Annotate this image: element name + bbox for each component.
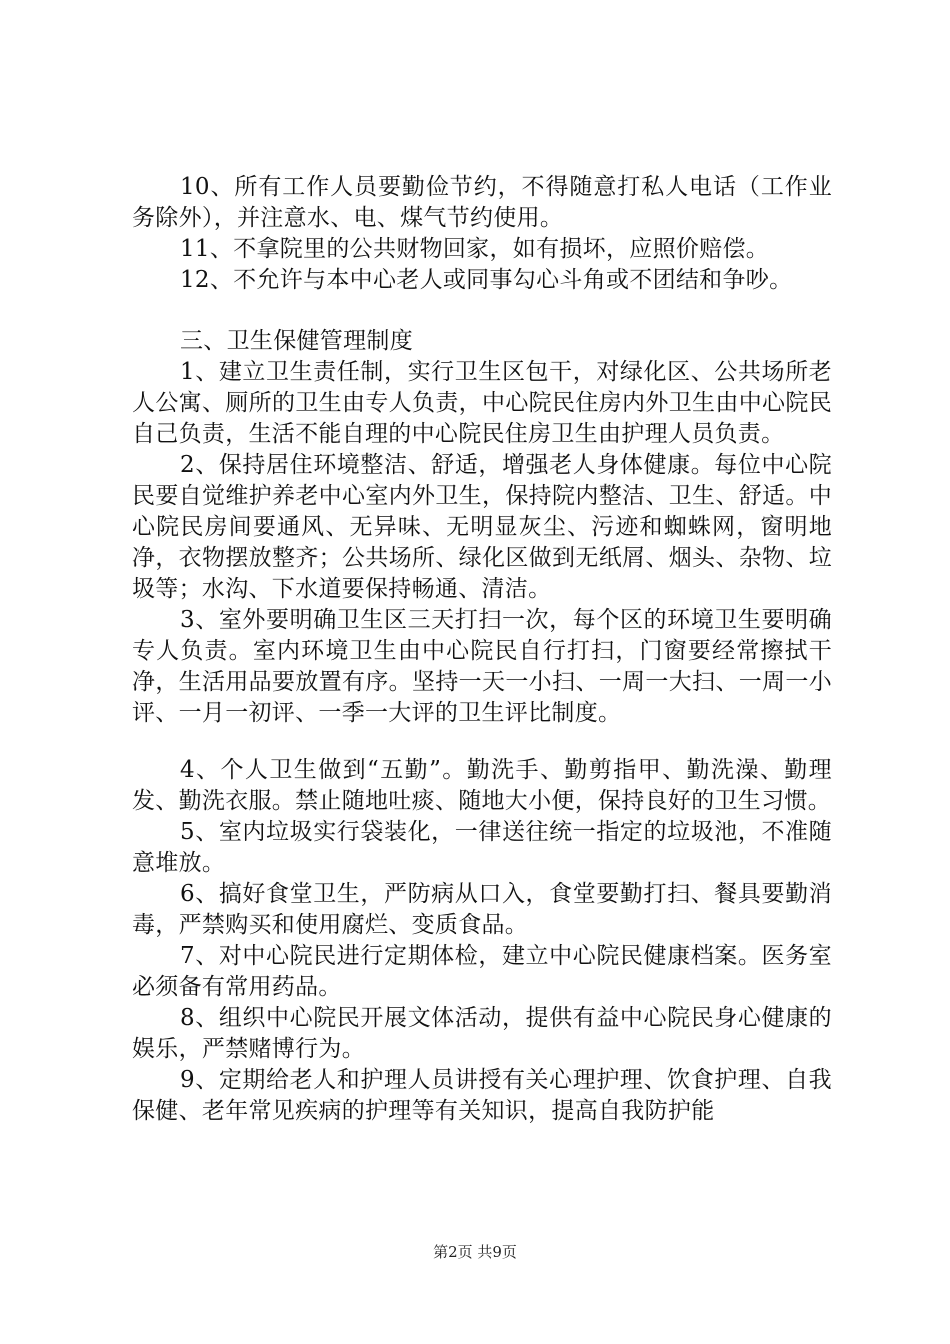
document-body xyxy=(132,172,832,1127)
paragraph: 11、不拿院里的公共财物回家，如有损坏，应照价赔偿。 xyxy=(180,236,770,262)
spacer xyxy=(132,729,832,755)
paragraph: 6、搞好食堂卫生，严防病从口入，食堂要勤打扫、餐具要勤消毒，严禁购买和使用腐烂、变质食品。 xyxy=(132,881,832,938)
paragraph: 10、所有工作人员要勤俭节约，不得随意打私人电话（工作业务除外），并注意水、电、煤气节约使用。 xyxy=(132,174,832,231)
paragraph: 7、对中心院民进行定期体检，建立中心院民健康档案。医务室必须备有常用药品。 xyxy=(132,943,832,1000)
paragraph: 1、建立卫生责任制，实行卫生区包干，对绿化区、公共场所老人公寓、厕所的卫生由专人负责，中心院民住房内外卫生由中心院民自己负责，生活不能自理的中心院民住房卫生由护理人员负责。 xyxy=(132,359,832,447)
paragraph: 8、组织中心院民开展文体活动，提供有益中心院民身心健康的娱乐，严禁赌博行为。 xyxy=(132,1005,832,1062)
paragraph: 12、不允许与本中心老人或同事勾心斗角或不团结和争吵。 xyxy=(180,267,793,293)
paragraph: 3、室外要明确卫生区三天打扫一次，每个区的环境卫生要明确专人负责。室内环境卫生由中心院民自行打扫，门窗要经常擦拭干净，生活用品要放置有序。坚持一天一小扫、一周一大扫、一周一小评、一月一初评、一季一大评的卫生评比制度。 xyxy=(132,607,832,726)
paragraph: 4、个人卫生做到“五勤”。勤洗手、勤剪指甲、勤洗澡、勤理发、勤洗衣服。禁止随地吐痰、随地大小便，保持良好的卫生习惯。 xyxy=(132,757,832,814)
spacer xyxy=(132,296,832,326)
paragraph: 9、定期给老人和护理人员讲授有关心理护理、饮食护理、自我保健、老年常见疾病的护理等有关知识，提高自我防护能 xyxy=(132,1067,832,1124)
section-title: 三、卫生保健管理制度 xyxy=(180,328,413,354)
paragraph: 2、保持居住环境整洁、舒适，增强老人身体健康。每位中心院民要自觉维护养老中心室内外卫生，保持院内整洁、卫生、舒适。中心院民房间要通风、无异味、无明显灰尘、污迹和蜘蛛网，窗明地净，衣物摆放整齐；公共场所、绿化区做到无纸屑、烟头、杂物、垃圾等；水沟、下水道要保持畅通、清洁。 xyxy=(132,452,832,602)
paragraph: 5、室内垃圾实行袋装化，一律送往统一指定的垃圾池，不准随意堆放。 xyxy=(132,819,832,876)
page-number-footer: 第2页 共9页 xyxy=(433,1243,517,1261)
